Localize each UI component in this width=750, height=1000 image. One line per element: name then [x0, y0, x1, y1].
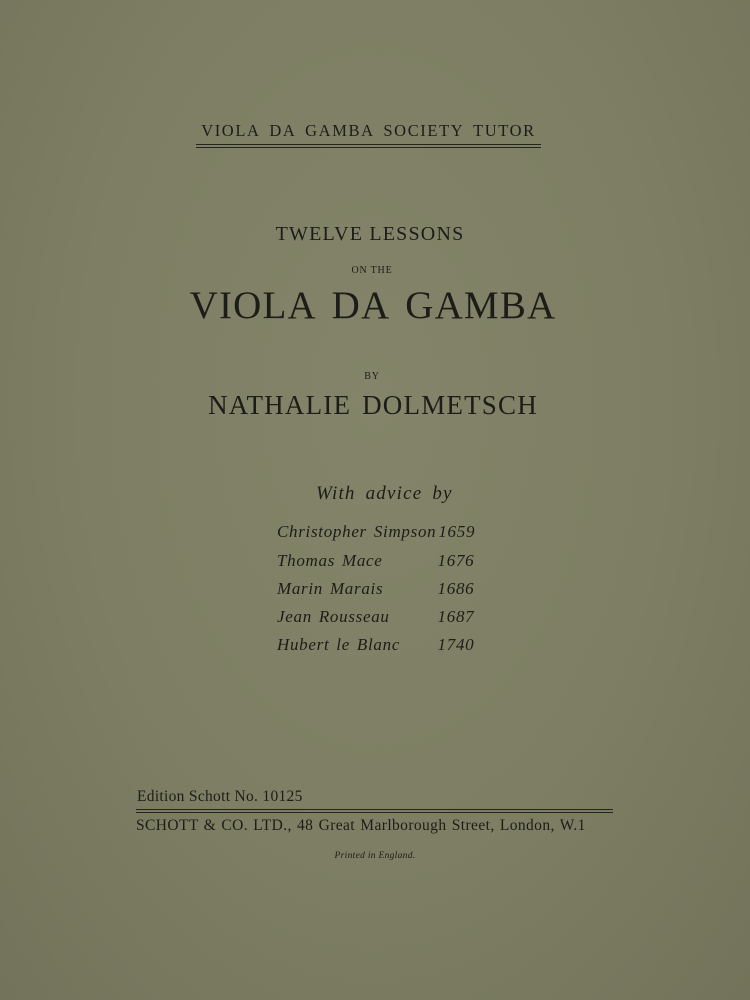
series-rule [196, 144, 541, 148]
series-title: VIOLA DA GAMBA SOCIETY TUTOR [201, 121, 536, 140]
advisor-year: 1740 [437, 635, 475, 654]
author-name: NATHALIE DOLMETSCH [208, 390, 538, 420]
advisor-entry [277, 579, 497, 599]
advisor-entry [277, 551, 497, 571]
advisor-year: 1659 [438, 522, 476, 541]
advisor-year: 1676 [437, 551, 475, 570]
publisher-rule [136, 809, 613, 813]
main-title: VIOLA DA GAMBA [189, 284, 557, 327]
advisor-name: Marin Marais [277, 579, 384, 598]
advisor-entry [277, 522, 497, 542]
advice-heading: With advice by [316, 483, 453, 504]
publisher-address: SCHOTT & CO. LTD., 48 Great Marlborough Street, London, W.1 [136, 817, 586, 834]
advisor-entry [277, 607, 497, 627]
by-text: BY [364, 371, 380, 382]
advisor-year: 1686 [437, 579, 475, 598]
advisor-entry [277, 635, 497, 655]
edition-number: Edition Schott No. 10125 [137, 788, 303, 805]
advisor-name: Thomas Mace [277, 551, 383, 570]
advisor-name: Christopher Simpson [277, 522, 437, 541]
printed-in-note: Printed in England. [334, 851, 416, 861]
advisor-year: 1687 [437, 607, 475, 626]
advisor-name: Jean Rousseau [277, 607, 390, 626]
advisor-name: Hubert le Blanc [277, 635, 401, 654]
lessons-title: TWELVE LESSONS [275, 223, 465, 245]
connector-text: ON THE [351, 265, 393, 276]
